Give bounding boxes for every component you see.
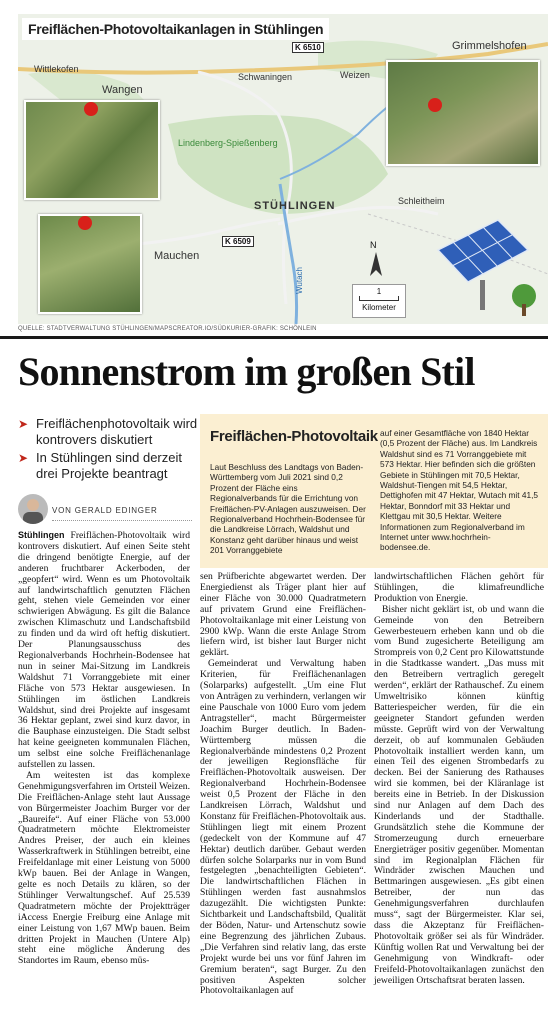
byline-rule: [52, 520, 192, 521]
map-pin-icon: [78, 216, 92, 230]
info-box-title: Freiflächen-Photovoltaik: [210, 428, 378, 445]
paragraph: landwirtschaftlichen Flächen gehört für Stühlingen, die klimafreundliche Produktion von Energie.: [374, 571, 544, 604]
info-box-text-col2: auf einer Gesamtfläche von 1840 Hektar (0,5 Prozent der Fläche) aus. Im Landkreis Waldshut sind es 71 Vorranggebiete mit 573 Hektar. Hier befinden sich die größten Gebiete in Stühlingen mit 70,5 Hektar, Waldshut-Tiengen mit 54,5 Hektar, Dettighofen mit 47 Hektar, Wutach mit 41,5 Hektar, Bonndorf mit 33 Hektar und Klettgau mit 30,5 Hektar. Weitere Informationen zum Regionalverband im Internet unter www.hochrhein-bodensee.de.: [380, 428, 539, 553]
north-arrow-icon: [366, 252, 386, 278]
place-wittlekofen: Wittlekofen: [34, 64, 79, 74]
article-column-2: [200, 572, 366, 997]
teaser-bullet: [18, 416, 198, 448]
teaser-bullet: [18, 450, 198, 482]
place-mauchen: Mauchen: [154, 250, 200, 262]
bullet-text: Freiflächenphotovoltaik wird kontrovers diskutiert: [36, 416, 198, 447]
place-schwaningen: Schwaningen: [238, 72, 293, 82]
aerial-photo-wangen: [24, 100, 160, 200]
bullet-text: In Stühlingen sind derzeit drei Projekte beantragt: [36, 450, 182, 481]
map-title: Freiflächen-Photovoltaikanlagen in Stühlingen: [22, 18, 329, 40]
scale-unit: Kilometer: [362, 303, 396, 312]
solar-panel-icon: [428, 210, 538, 320]
location-map: [18, 14, 548, 324]
place-grimmelshofen: Grimmelshofen: [452, 40, 527, 52]
author-avatar: [18, 494, 48, 524]
author-row: [18, 494, 192, 528]
road-label-k6510: K 6510: [292, 42, 324, 53]
teaser-bullets: [18, 416, 198, 484]
scale-bar: [352, 284, 406, 318]
paragraph: sen Prüfberichte abgewartet werden. Der Energiedienst als Träger plant hier auf einer Fläche von 30.000 Quadratmetern auf privatem Grund eine Freiflächen-Photovoltaikanlage mit einer Leistung von 2900 kWp. Wann die erste Anlage Strom liefern wird, ist bisher laut Burger nicht geklärt.: [200, 571, 366, 659]
map-pin-icon: [84, 102, 98, 116]
aerial-photo-mauchen: [38, 214, 142, 314]
arrow-right-icon: ➤: [18, 451, 29, 465]
river-label: Wutach: [294, 267, 304, 294]
north-arrow-label: N: [370, 240, 377, 250]
info-box: [200, 414, 548, 568]
dateline: Stühlingen: [18, 530, 65, 540]
aerial-photo-weizen: [386, 60, 540, 166]
road-label-k6509: K 6509: [222, 236, 254, 247]
green-area-label: Lindenberg-Spießenberg: [178, 138, 278, 148]
divider: [0, 336, 548, 339]
paragraph: Freiflächen-Photovoltaik wird kontrovers diskutiert. Auf einen Seite steht die dringend benötigte Energie, auf der anderen fruchtbarer Ackerboden, der „geopfert“ wird. Wenn es um Photovoltaik auf landwirtschaftlich genutzten Flächen geht, stehen viele Gemeinden vor einer schwierigen Abwägung. Es gilt die Balance zwischen Klimaschutz und Landschaftsbild zu finden und da wird oft heftig diskutiert. Der Planungsausschuss des Regionalverbands Hochrhein-Bodensee hat nun in seiner Mai-Sitzung im Landkreis Waldshut 71 Vorranggebiete mit einer Fläche von 573 Hektar ausgewiesen. In Stühlingen im östlichen Landkreis Waldshut, sind drei Projekte auf insgesamt 36 Hektar geplant, zwei sind kurz davor, in die Bauphase einzusteigen. Die Stadt selbst hat keine geeigneten kommunalen Flächen, um selbst eine solche Freiflächenanlage aufstellen zu lassen.: [18, 530, 190, 771]
place-stuehlingen: STÜHLINGEN: [254, 200, 336, 212]
scale-line: [359, 296, 399, 301]
place-schleitheim: Schleitheim: [398, 196, 445, 206]
info-box-text-col1: Laut Beschluss des Landtags von Baden-Württemberg vom Juli 2021 sind 0,2 Prozent der Fläche eins Regionalverbands für die Errichtung von Freiflächen-PV-Anlagen auszuweisen. Der Regionalverband Hochrhein-Bodensee für die Landkreise Lörrach, Waldshut und Konstanz geht darüber hinaus und weist 201 Vorranggebiete: [210, 462, 366, 556]
map-source: QUELLE: STADTVERWALTUNG STÜHLINGEN/MAPSCREATOR.IO/SÜDKURIER-GRAFIK: SCHÖNLEIN: [18, 326, 317, 332]
place-weizen: Weizen: [340, 70, 370, 80]
place-wangen: Wangen: [102, 84, 143, 96]
article-column-1: [18, 530, 190, 967]
headline: Sonnenstrom im großen Stil: [18, 349, 475, 394]
scale-value: 1: [376, 287, 382, 296]
paragraph: Bisher nicht geklärt ist, ob und wann die Gemeinde von den Betreibern Gewerbesteuern erheben kann und ob die vom Bund zugesicherte Beteiligung am Strompreis von 0,2 Cent pro Kilowattstunde in die Stadtkasse wandert. „Das muss mit den Betreibern vertraglich geregelt werden“, erklärt der Rathauschef. Zu einem Umweltrisiko können künftig Batteriespeicher werden, für die ein geeigneter Standort gefunden werden müsste. Geprüft wird von der Verwaltung derzeit, ob auf kommunalen Gebäuden Photovoltaik installiert werden kann, um einen Teil des eigenen Strombedarfs zu decken. Bei der Sanierung des Rathauses wird sie kommen, bei der Kläranlage ist bereits eine in Betrieb. In der Diskussion sind nur Anlagen auf dem Dach des Kinderlands und der Stadthalle. Grundsätzlich stehe die Kommune der Stromerzeugung durch erneuerbare Energieträger positiv gegenüber. Momentan sind im Regionalplan Flächen für Windräder zwischen Mauchen und Bettmaringen ausgewiesen. „Es gibt einen Betreiber, der nun das Genehmigungsverfahren durchlaufen muss“, sagt der Bürgermeister. Klar sei, dass die Akzeptanz für Freiflächen-Photovoltaik größer sei als für Windräder. Künftig wollen Rat und Verwaltung bei der Genehmigung von Windkraft- oder Freifeld-Photovoltaikanlagen zunächst den jeweiligen Ortschaftsrat beraten lassen.: [374, 603, 545, 986]
byline: VON GERALD EDINGER: [52, 506, 158, 515]
paragraph: Gemeinderat und Verwaltung haben Kriterien, für Freiflächenanlagen (Solarparks) aufgestellt. „Um eine Flut von Anträgen zu verhindern, verlangen wir eine Pauschale von 1000 Euro vom jedem Antragsteller“, macht Bürgermeister Joachim Burger deutlich. In Baden-Württemberg müssen die Regionalverbände mindestens 0,2 Prozent der jeweiligen Regionsfläche für Freiflächen-Photovoltaik ausweisen. Der Regionalverband Hochrhein-Bodensee weist 0,5 Prozent der Fläche in den Landkreisen Lörrach, Waldshut und Konstanz für Freiflächen-Photovoltaik aus. Stühlingen liegt mit einem Prozent (gedeckelt von der Kommune auf 47 Hektar) deutlich darüber. Gebaut werden dürfen solche Solarparks nur in vom Bund festgelegten „benachteiligten Gebieten“. Die landwirtschaftlichen Flächen in Stühlingen werden fast ausnahmslos dazugezählt. Die wichtigsten Punkte: Sichtbarkeit und Landschaftsbild, Qualität der Böden, Natur- und Artenschutz sowie eine Begrenzung des jährlichen Zubaus. „Die Verfahren sind relativ lang, das erste Projekt wurde bei uns vor fünf Jahren im Gremium beraten“, sagt Burger. Zu den positiven Aspekten solcher Photovoltaikanlagen auf: [200, 658, 366, 997]
paragraph: Am weitesten ist das komplexe Genehmigungsverfahren im Ortsteil Weizen. Die Freiflächen-Anlage steht laut Aussage von Bürgermeister Joachim Burger vor der „Baureife“. Auf einer Fläche von 53.000 Quadratmetern möchte Elektromeister Andres Preiser, der auch ein kleines Wasserkraftwerk in Stühlingen betreibt, eine Freifeldanlage mit einer Leistung von 5000 kWp bauen. Bei der Anlage in Wangen, gelte es noch Details zu klären, so der Stühlinger Verwaltungschef. Auf 25.539 Quadratmetern möchte der Projektträger iAccess Energie Freiburg eine Anlage mit einer Leistung von 1,67 MWp bauen. Beim dritten Projekt in Mauchen (Untere Alp) steht eine mögliche Änderung des Standortes im Raum, ebenso müs-: [18, 769, 190, 967]
arrow-right-icon: ➤: [18, 417, 29, 431]
map-pin-icon: [428, 98, 442, 112]
article-column-3: [374, 572, 544, 986]
